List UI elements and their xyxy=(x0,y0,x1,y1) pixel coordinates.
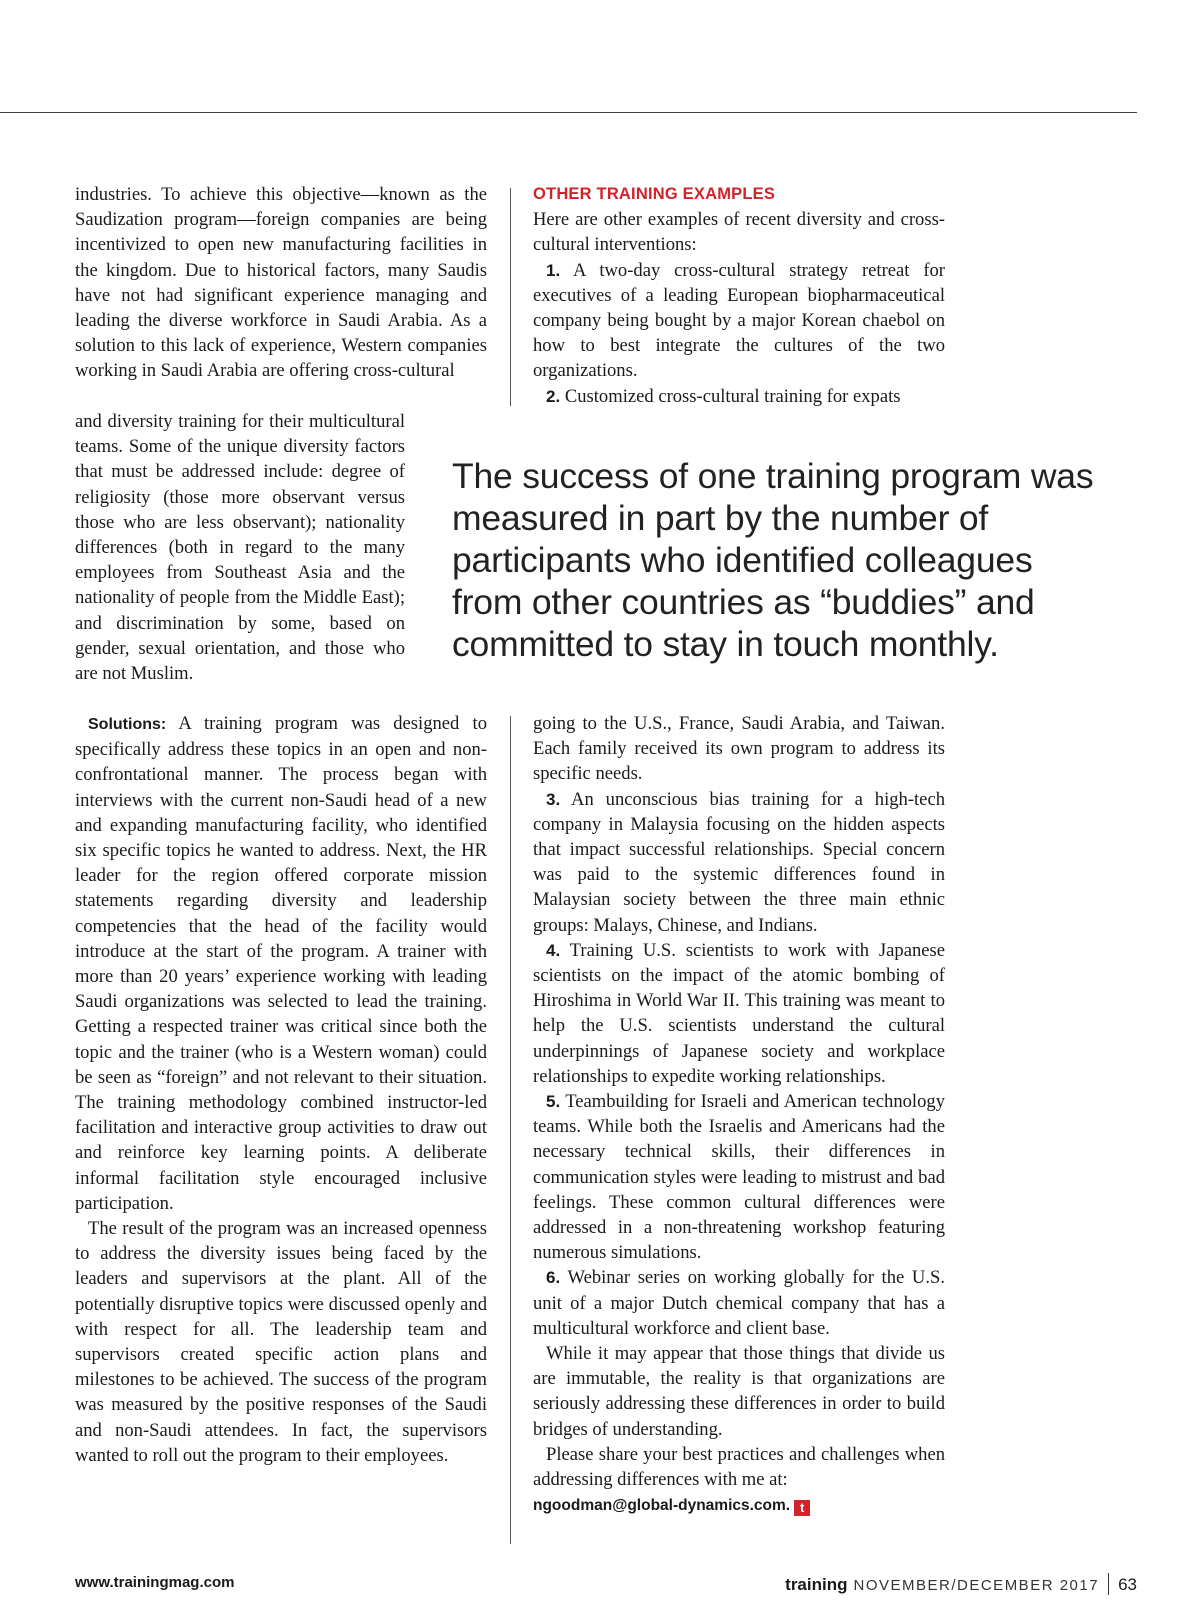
closing-paragraph: While it may appear that those things that divide us are immutable, the reality is that organizations are seriously addressing these differences in order to build bridges of understanding. xyxy=(533,1343,945,1440)
column-divider xyxy=(510,716,511,1544)
contact-paragraph: Please share your best practices and challenges when addressing differences with me at: xyxy=(533,1443,945,1491)
item-number: 2. xyxy=(546,386,561,406)
pull-quote: The success of one training program was measured in part by the number of participants who identified colleagues from other countries as “buddies” and committed to stay in touch monthly. xyxy=(452,456,1094,664)
right-column-top xyxy=(533,182,945,409)
column-divider xyxy=(510,188,511,406)
item-number: 1. xyxy=(546,260,561,280)
item-text: Webinar series on working globally for the U.S. unit of a major Dutch chemical company that has a multicultural workforce and client base. xyxy=(533,1267,945,1339)
solutions-paragraph xyxy=(75,711,487,1216)
contact-line xyxy=(533,1492,945,1518)
magazine-brand: training xyxy=(785,1575,848,1594)
solutions-text: A training program was designed to specifically address these topics in an open and non-confrontational manner. The process began with interviews with the current non-Saudi head of a new and expanding manufacturing facility, who identified six specific topics he wanted to address. Next, the HR leader for the region offered corporate mission statements regarding diversity and leadership competencies that the head of the facility would introduce at the start of the program. A trainer with more than 20 years’ experience working with leading Saudi organizations was selected to lead the training. Getting a respected trainer was critical since both the topic and the trainer (who is a Western woman) could be seen as “foreign” and not relevant to their situation. The training methodology combined instructor-led facilitation and interactive group activities to draw out and reinforce key learning points. A deliberate informal facilitation style encouraged inclusive participation. xyxy=(75,713,487,1214)
section-heading: OTHER TRAINING EXAMPLES xyxy=(533,185,776,203)
item-number: 3. xyxy=(546,789,561,809)
solutions-label: Solutions: xyxy=(88,716,167,733)
folio-divider xyxy=(1108,1573,1109,1595)
intro-paragraph: Here are other examples of recent diversity and cross-cultural interventions: xyxy=(533,209,945,256)
item-text: A two-day cross-cultural strategy retreat for executives of a leading European biopharmaceutical company being bought by a major Korean chaebol on how to best integrate the cultures of the two organizations. xyxy=(533,259,945,382)
body-paragraph: industries. To achieve this objective—known as the Saudization program—foreign companies are being incentivized to open new manufacturing facilities in the kingdom. Due to historical factors, many Saudis have not had significant experience managing and leading the diverse workforce in Saudi Arabia. As a solution to this lack of experience, Western companies working in Saudi Arabia are offering cross-cultural xyxy=(75,184,487,382)
result-paragraph: The result of the program was an increased openness to address the diversity issues being faced by the leaders and supervisors at the plant. All of the potentially disruptive topics were discussed openly and with respect for all. The leadership team and supervisors created specific action plans and milestones to be achieved. The success of the program was measured by the positive responses of the Saudi and non-Saudi attendees. In fact, the supervisors wanted to roll out the program to their employees. xyxy=(75,1218,487,1466)
example-item-4 xyxy=(533,938,945,1089)
example-item-6 xyxy=(533,1265,945,1341)
item-number: 5. xyxy=(546,1092,561,1112)
left-column-top xyxy=(75,182,487,384)
left-column-narrow xyxy=(75,409,405,686)
end-mark-icon: t xyxy=(794,1500,810,1516)
issue-date: NOVEMBER/DECEMBER 2017 xyxy=(853,1577,1100,1594)
example-item-2 xyxy=(533,384,945,409)
left-column-bottom xyxy=(75,711,487,1468)
example-item-3 xyxy=(533,787,945,938)
example-item-5 xyxy=(533,1089,945,1265)
footer-folio xyxy=(785,1573,1137,1596)
author-email-link[interactable]: ngoodman@global-dynamics.com. xyxy=(533,1497,791,1515)
item-text: An unconscious bias training for a high-tech company in Malaysia focusing on the hidden aspects that impact successful relationships. Special concern was paid to the systemic differences found in Malaysian society between the three main ethnic groups: Malays, Chinese, and Indians. xyxy=(533,788,945,936)
item-text: Customized cross-cultural training for expats xyxy=(560,385,901,407)
item-text: Teambuilding for Israeli and American technology teams. While both the Israelis and Americans had the necessary technical skills, their differences in communication styles were leading to mistrust and bad feelings. These common cultural differences were addressed in a non-threatening workshop featuring numerous simulations. xyxy=(533,1091,945,1264)
footer-website[interactable]: www.trainingmag.com xyxy=(75,1574,235,1591)
item-number: 4. xyxy=(546,940,561,960)
body-paragraph: and diversity training for their multicultural teams. Some of the unique diversity factors that must be addressed include: degree of religiosity (those more observant versus those who are less observant); nationality differences (both in regard to the many employees from Southeast Asia and the nationality of people from the Middle East); and discrimination by some, based on gender, sexual orientation, and those who are not Muslim. xyxy=(75,411,405,685)
item-number: 6. xyxy=(546,1268,561,1288)
right-column-bottom xyxy=(533,711,945,1519)
item-text: Training U.S. scientists to work with Japanese scientists on the impact of the atomic bombing of Hiroshima in World War II. This training was meant to help the U.S. scientists understand the cultural underpinnings of Japanese society and workplace relationships to expedite working relationships. xyxy=(533,939,945,1087)
example-item-2-continued: going to the U.S., France, Saudi Arabia, and Taiwan. Each family received its own program to address its specific needs. xyxy=(533,713,945,785)
top-divider xyxy=(0,112,1137,113)
page-number: 63 xyxy=(1118,1575,1137,1594)
example-item-1 xyxy=(533,258,945,384)
